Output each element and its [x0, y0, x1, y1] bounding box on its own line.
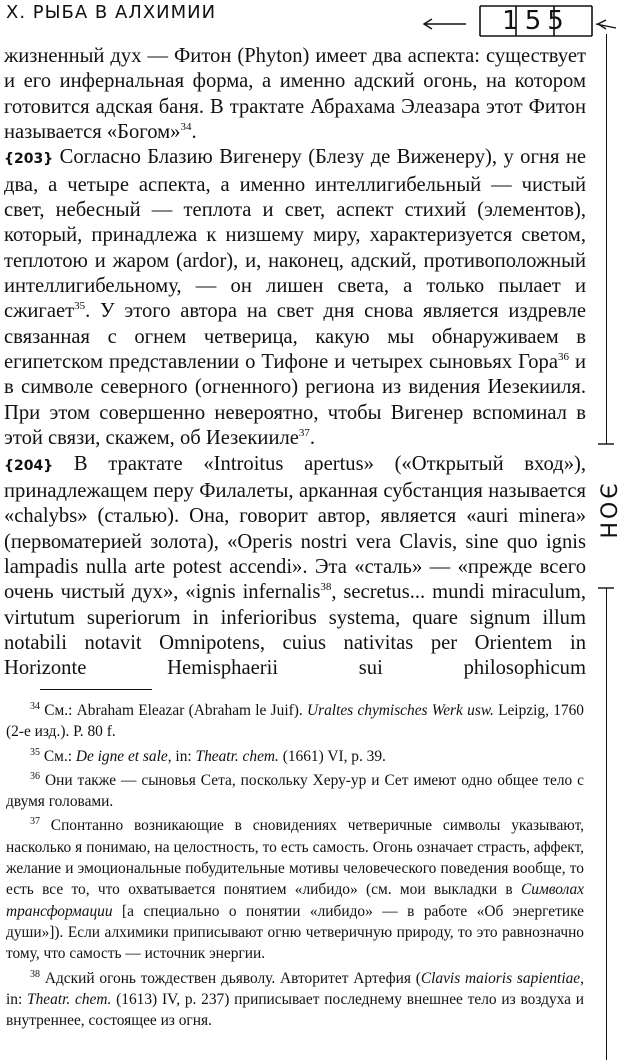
footnote-ref[interactable]: 38: [320, 581, 332, 594]
footnote-34: $^{34}$ См.: Abraham Eleazar (Abraham le Juif). Uraltes chymisches Werk usw. Leipzig, 1760 (2-е изд.). Р. 80 f.: [6, 700, 584, 741]
margin-rule-top: [606, 34, 607, 444]
footnote-35: $^{35}$ См.: De igne et sale, in: Theatr. chem. (1661) VI, p. 39.: [30, 746, 386, 765]
footnote-ref[interactable]: 34: [180, 121, 192, 134]
footnote-ref[interactable]: 37: [298, 427, 310, 440]
footnote-36: $^{36}$ Они также — сыновья Сета, поскольку Херу-ур и Сет имеют одно общее тело с двумя головами.: [6, 770, 584, 811]
paragraph-203: {203} Согласно Блазию Вигенеру (Блезу де Виженеру), у огня не два, а четыре аспекта, а именно интеллигибельный — чистый свет, небесный — теплота и свет, аспект стихий (элементов), который, принадлежа к низшему миру, характеризуется светом, теплотою и жаром (ardor), и, наконец, адский, противоположный интеллигибельному, — он лишен света, а только пылает и сжигает$^{35}$. У этого автора на свет дня снова является издревле связанная с огнем четверица, какую мы обнаруживаем в египетском представлении о Тифоне и четырех сыновьях Гора$^{36}$ и в символе северного (огненного) региона из видения Иезекииля. При этом совершенно невероятно, чтобы Вигенер вспоминал в этой связи, скажем, об Иезекииле$^{37}$.: [4, 146, 586, 450]
paragraph-continued: жизненный дух — Фитон (Phyton) имеет два аспекта: существует и его инфернальная форма, а именно адский огонь, на котором готовится адская баня. В трактате Абрахама Элеазара этот Фитон называется «Богом»$^{34}$.: [4, 45, 586, 144]
margin-tick-icon: [596, 440, 616, 452]
paragraph-204: {204} В трактате «Introitus apertus» («Открытый вход»), принадлежащем перу Филалеты, арканная субстанция называется «chalybs» (сталью). Она, говорит автор, является «auri minera» (первоматерией золота), «Operis nostri vera Clavis, sine quo ignis lampadis nulla arte potest accendi». Эта «сталь» — «прежде всего очень чистый дух», «ignis infernalis$^{38}$, secretus... mundi miraculum, virtutum superiorum in inferioribus systema, quare signum illum notabili notavit Omnipotens, cuius nativitas per Orientem in Horizonte Hemisphaerii sui philosophicum: [4, 452, 586, 680]
paragraph-number: {203}: [4, 151, 54, 168]
footnote-ref[interactable]: 35: [74, 300, 86, 313]
footnote-38: $^{38}$ Адский огонь тождествен дьяволу. Авторитет Артефия (Clavis maioris sapientiae, in: Theatr. chem. (1613) IV, p. 237) приписывает последнему внешнее тело из воздуха и внутреннее, состоящее из огня.: [6, 968, 584, 1030]
footnote-37: $^{37}$ Спонтанно возникающие в сновидениях четверичные символы указывают, насколько я понимаю, на целостность, то есть самость. Огонь означает страсть, аффект, желание и эмоциональные побудительные мотивы человеческого поведения вообще, то есть все то, что охватывается понятием «либидо» (см. мои выкладки в Символах трансформации [а специально о понятии «либидо» — в работе «Об энергетике души»]). Если алхимики приписывают огню четверичную природу, то это равнозначно тому, что самость — источник энергии.: [6, 816, 584, 963]
side-section-label: ЭОН: [594, 483, 620, 542]
main-text: [4, 44, 586, 682]
footnotes: [6, 700, 584, 1034]
margin-rule-bottom: [606, 588, 607, 1060]
paragraph-number: {204}: [4, 457, 54, 474]
footnote-divider: [40, 689, 152, 690]
footnote-ref[interactable]: 36: [558, 351, 569, 364]
page-number: 155: [502, 6, 570, 36]
running-title: Х. РЫБА В АЛХИМИИ: [6, 2, 217, 23]
page-number-box: [422, 2, 618, 44]
margin-tick-icon: [596, 582, 616, 594]
